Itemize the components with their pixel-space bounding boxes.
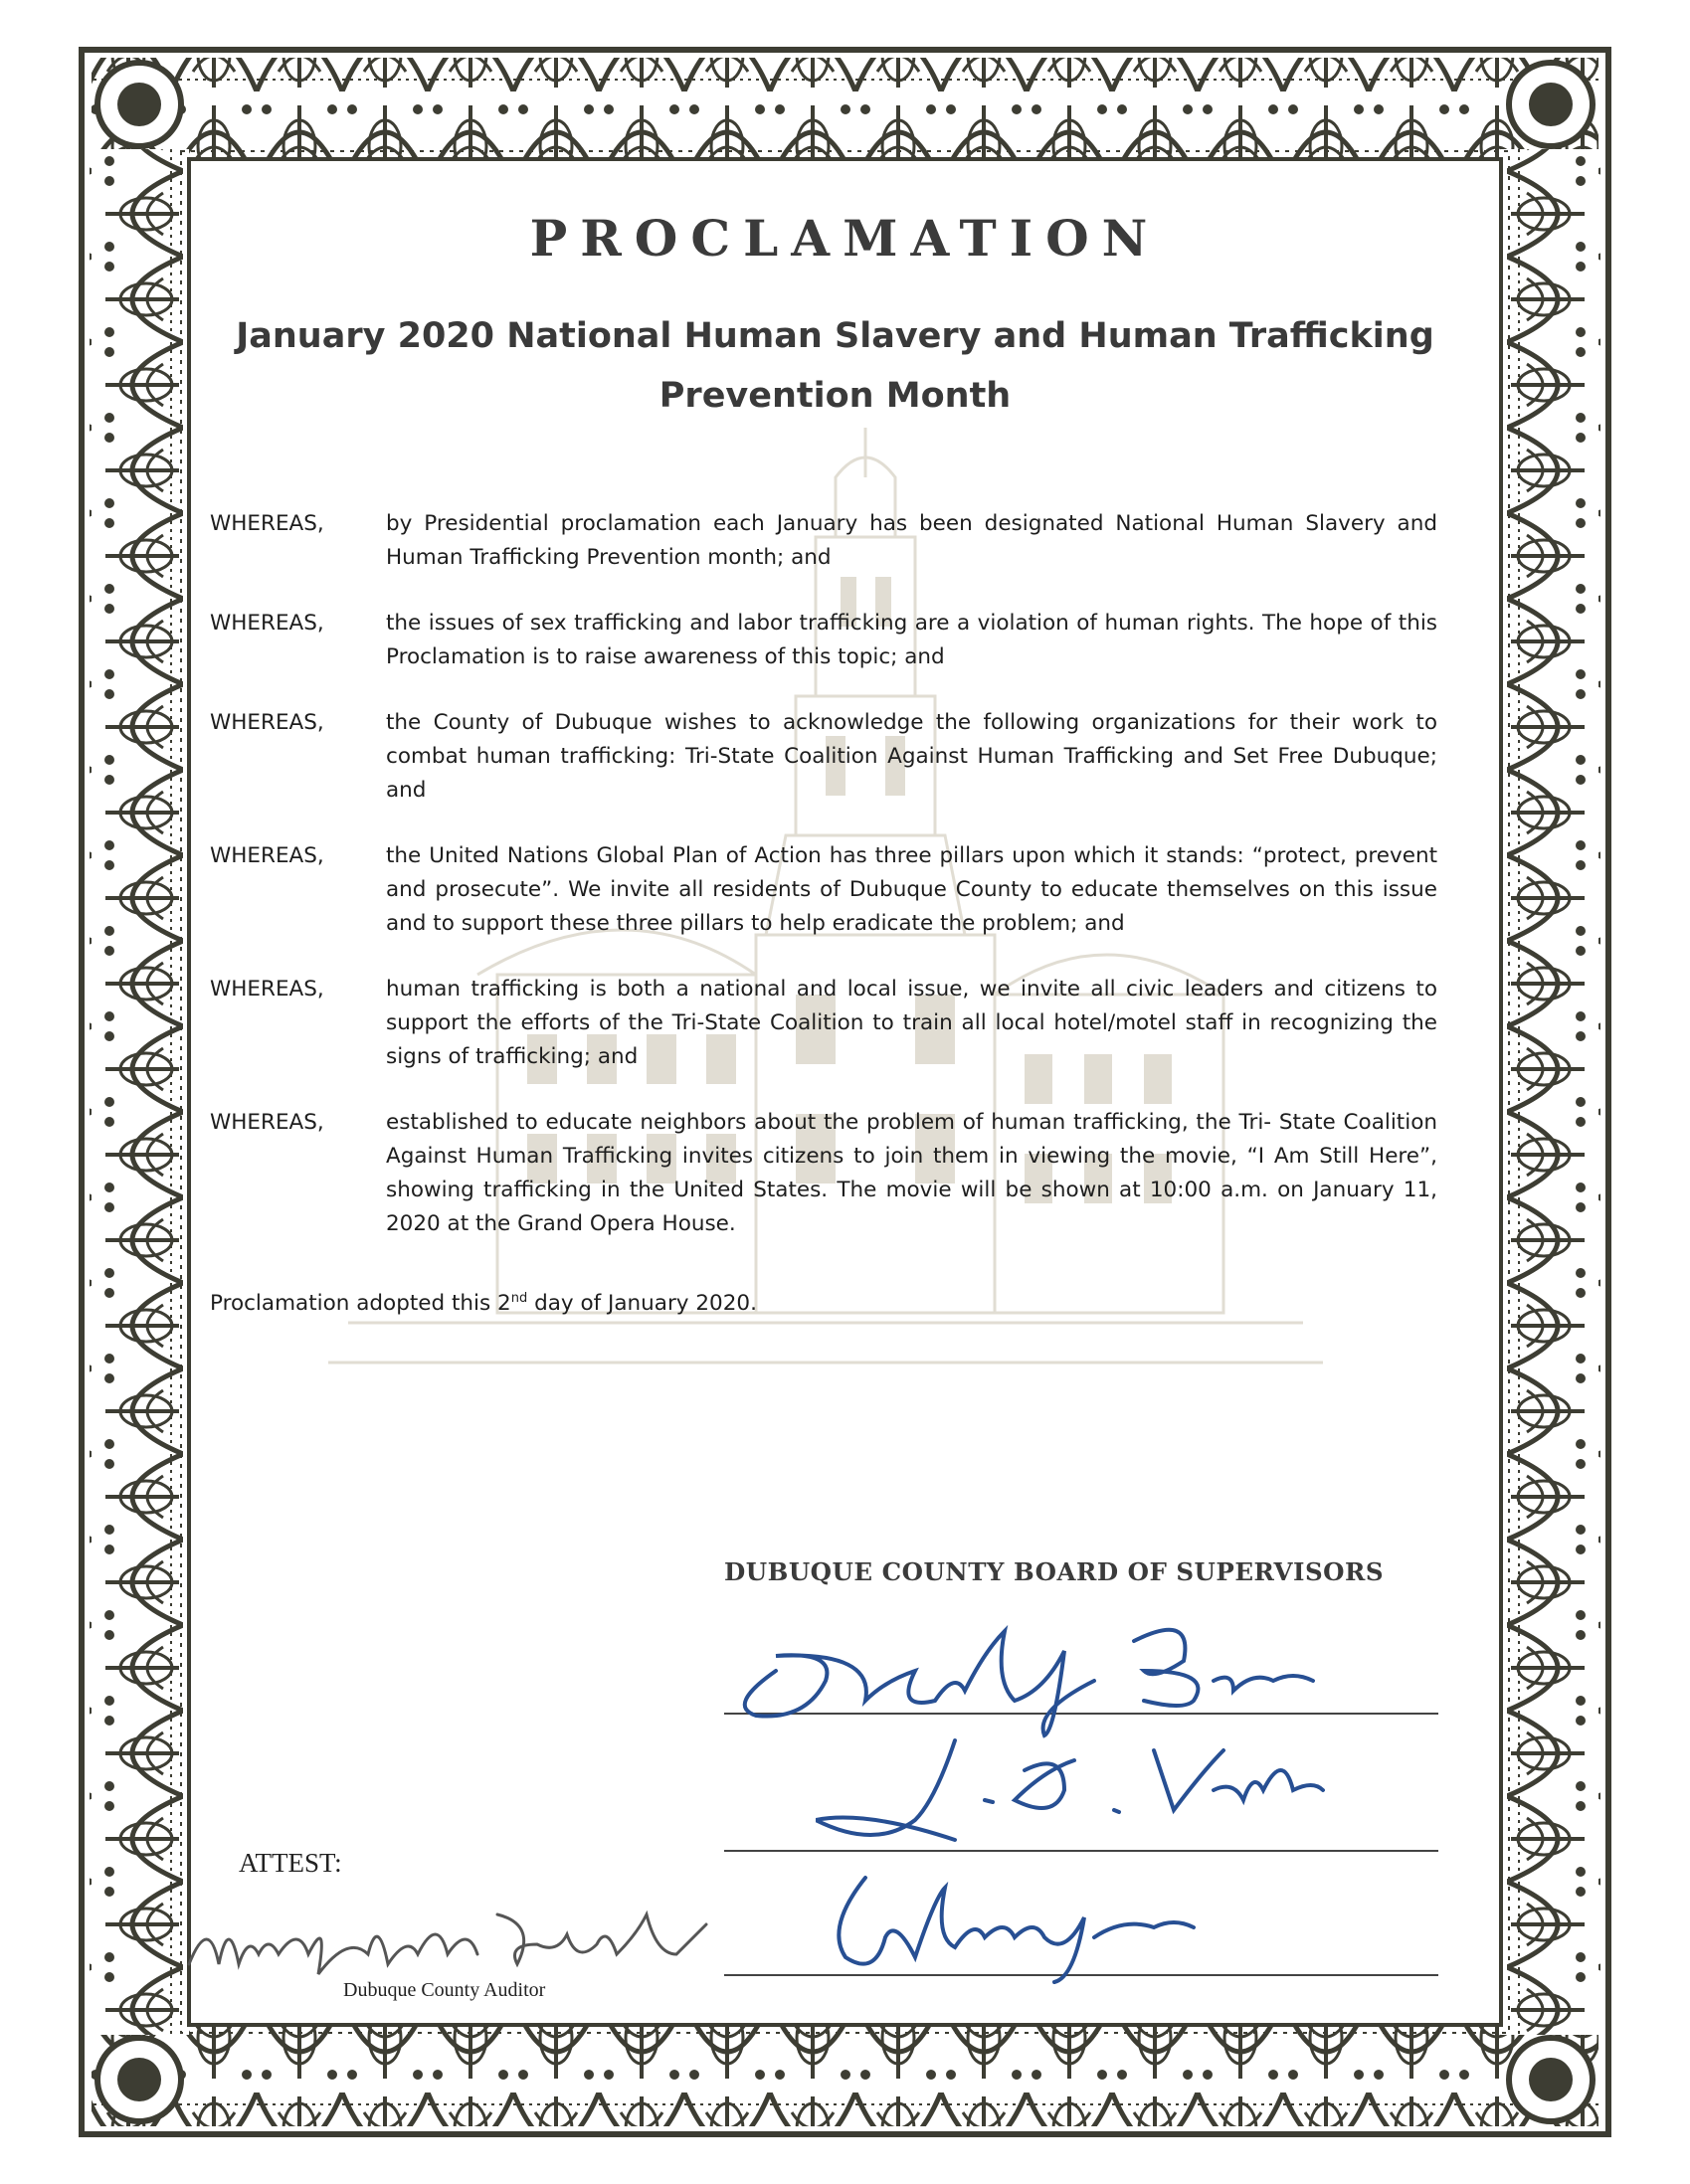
clause-keyword: WHEREAS, xyxy=(210,611,324,636)
attest-label: ATTEST: xyxy=(239,1848,342,1878)
clause-text: the United Nations Global Plan of Action has three pillars upon which it stands: “protect, prevent and prosecute”. We invite all residents of Dubuque County to educate themselves on this issue and to support these three pillars to help eradicate the problem; and xyxy=(386,843,1437,936)
adoption-ordinal: nd xyxy=(510,1291,528,1306)
adoption-statement xyxy=(210,1291,757,1316)
adoption-prefix: Proclamation adopted this 2 xyxy=(210,1291,511,1317)
clause-text: the County of Dubuque wishes to acknowledge the following organizations for their work to combat human trafficking: Tri-State Coalition Against Human Trafficking and Set Free Dubuque; and xyxy=(386,710,1437,803)
clause-keyword: WHEREAS, xyxy=(210,511,324,536)
clause-text: by Presidential proclamation each January has been designated National Human Slavery and Human Trafficking Prevention month; and xyxy=(386,511,1437,570)
whereas-clause xyxy=(210,1106,1437,1241)
clause-keyword: WHEREAS, xyxy=(210,710,324,735)
proclamation-subtitle xyxy=(219,306,1451,426)
whereas-clause xyxy=(210,973,1437,1074)
page-title: PROCLAMATION xyxy=(529,209,1161,268)
whereas-clause xyxy=(210,706,1437,808)
whereas-clause xyxy=(210,507,1437,575)
board-heading: DUBUQUE COUNTY BOARD OF SUPERVISORS xyxy=(724,1557,1385,1586)
whereas-clauses xyxy=(210,507,1437,1273)
signature-j-d-vech xyxy=(816,1730,1333,1860)
clause-text: human trafficking is both a national and local issue, we invite all civic leaders and citizens to support the efforts of the Tri-State Coalition to train all local hotel/motel staff in recognizing the signs of trafficking; and xyxy=(386,977,1437,1069)
signature-jay-wickham xyxy=(826,1858,1204,1987)
auditor-label: Dubuque County Auditor xyxy=(343,1979,546,2001)
subtitle-line-2: Prevention Month xyxy=(658,376,1012,416)
clause-text: the issues of sex trafficking and labor trafficking are a violation of human rights. The hope of this Proclamation is to raise awareness of this topic; and xyxy=(386,611,1437,669)
clause-text: established to educate neighbors about the problem of human trafficking, the Tri- State Coalition Against Human Trafficking invites citizens to join them in viewing the movie, “I Am Still Here”, showing trafficking in the United States. The movie will be shown at 10:00 a.m. on January 11, 2020 at the Grand Opera House. xyxy=(386,1110,1437,1236)
signature-mary-j-habel-deputy-auditor xyxy=(179,1895,716,1984)
adoption-suffix: day of January 2020. xyxy=(527,1291,757,1317)
clause-keyword: WHEREAS, xyxy=(210,843,324,868)
subtitle-line-1: January 2020 National Human Slavery and Human Trafficking xyxy=(236,316,1434,356)
signature-david-j-baker xyxy=(716,1611,1333,1740)
whereas-clause xyxy=(210,607,1437,674)
clause-keyword: WHEREAS, xyxy=(210,1110,324,1135)
whereas-clause xyxy=(210,839,1437,941)
clause-keyword: WHEREAS, xyxy=(210,977,324,1001)
